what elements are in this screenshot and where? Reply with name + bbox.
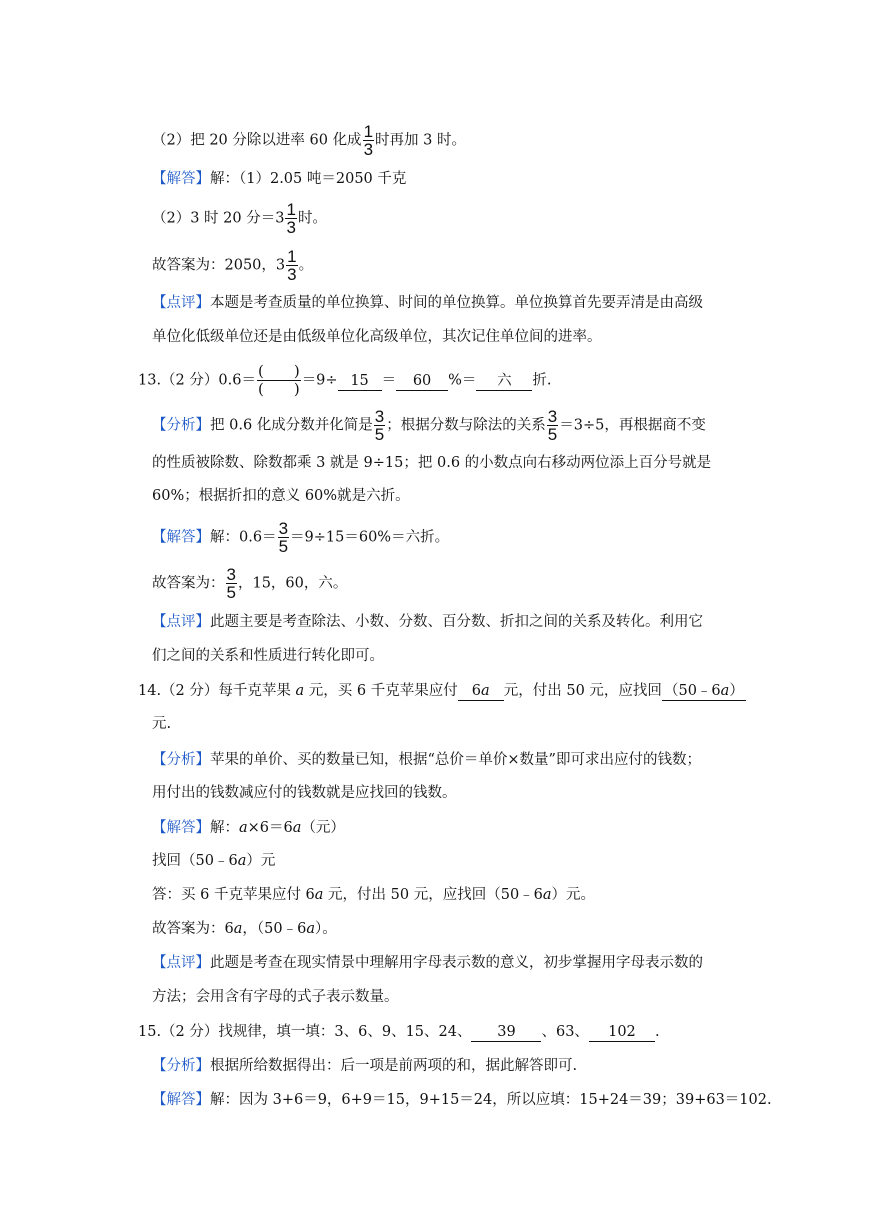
q12-analysis-text-pre: （2）把 20 分除以进率 60 化成 (152, 132, 362, 149)
analysis-tag: 【分析】 (152, 752, 210, 768)
q15-analysis-line: 【分析】根据所给数据得出：后一项是前两项的和，据此解答即可. (152, 1058, 578, 1074)
comment-tag: 【点评】 (152, 614, 210, 630)
analysis-tag: 【分析】 (152, 417, 210, 434)
q13-analysis-line-2: 的性质被除数、除数都乘 3 就是 9÷15；把 0.6 的小数点向右移动两位添上百分号就是 (152, 455, 712, 471)
answer-tag: 【解答】 (152, 820, 210, 836)
q12-final-answer: 故答案为：2050，3 $\frac{1}{3}$ 。 (152, 247, 314, 284)
fraction-3-5: $\frac{3}{5}$ (226, 565, 236, 602)
q14-stem-line-2: 元. (152, 716, 172, 732)
fraction-1-3: $\frac{1}{3}$ (286, 200, 296, 237)
answer-tag: 【解答】 (152, 1092, 210, 1108)
q13-comment-line-2: 们之间的关系和性质进行转化即可。 (152, 648, 384, 664)
q13-stem: 13.（2 分）0.6＝ ( ) ( ) ＝9÷ 15 ＝ 60 %＝ 六 折. (138, 362, 552, 398)
q13-final-answer: 故答案为： $\frac{3}{5}$ ，15，60，六。 (152, 565, 348, 602)
q14-comment-line-1: 【点评】此题是考查在现实情景中理解用字母表示数的意义，初步掌握用字母表示数的 (152, 955, 703, 971)
q12-comment-line-1: 【点评】本题是考查质量的单位换算、时间的单位换算。单位换算首先要弄清是由高级 (152, 295, 703, 311)
q14-answer-line-1: 【解答】解：a×6＝6a（元） (152, 820, 345, 836)
q14-answer-line-2: 找回（50﹣6a）元 (152, 853, 276, 869)
fraction-3-5: $\frac{3}{5}$ (278, 519, 289, 556)
q14-final-answer: 故答案为：6a，（50﹣6a）。 (152, 921, 337, 937)
comment-tag: 【点评】 (152, 295, 210, 311)
q12-analysis-text-post: 时再加 3 时。 (375, 132, 466, 149)
answer-tag: 【解答】 (152, 529, 210, 546)
q12-comment-line-2: 单位化低级单位还是由低级单位化高级单位，其次记住单位间的进率。 (152, 329, 602, 345)
q13-comment-line-1: 【点评】此题主要是考查除法、小数、分数、百分数、折扣之间的关系及转化。利用它 (152, 614, 703, 630)
q12-analysis-line (152, 123, 466, 158)
fraction-1-3: $\frac{1}{3}$ (287, 247, 297, 284)
answer-blank-1: 15 (338, 372, 382, 391)
analysis-tag: 【分析】 (152, 1058, 210, 1074)
comment-tag: 【点评】 (152, 955, 210, 971)
q15-answer-line: 【解答】解：因为 3+6＝9，6+9＝15，9+15＝24，所以应填：15+24＝39；39+63＝102. (152, 1092, 772, 1108)
answer-tag: 【解答】 (152, 171, 210, 187)
q14-analysis-line-1: 【分析】苹果的单价、买的数量已知，根据“总价＝单价×数量”即可求出应付的钱数； (152, 752, 701, 768)
answer-blank-2: 102 (589, 1023, 655, 1042)
blank-fraction: ( ) ( ) (257, 362, 300, 398)
fraction-1-3: $\frac{1}{3}$ (363, 122, 374, 159)
fraction-3-5: $\frac{3}{5}$ (374, 407, 385, 444)
answer-blank-3: 六 (476, 372, 532, 391)
q14-stem: 14.（2 分）每千克苹果 a 元，买 6 千克苹果应付 6a 元，付出 50 元，应找回 （50﹣6a） (138, 680, 746, 702)
answer-blank-2: 60 (396, 372, 448, 391)
q12-answer-line-2: （2）3 时 20 分＝3 $\frac{1}{3}$ 时。 (152, 200, 327, 237)
q14-comment-line-2: 方法；会用含有字母的式子表示数量。 (152, 989, 399, 1005)
q13-analysis-line-3: 60%；根据折扣的意义 60%就是六折。 (152, 488, 410, 504)
answer-blank-1: 6a (458, 682, 504, 701)
answer-blank-1: 39 (471, 1023, 541, 1042)
q14-answer-line-3: 答：买 6 千克苹果应付 6a 元，付出 50 元，应找回（50﹣6a）元。 (152, 887, 596, 903)
q12-answer-line-1: 【解答】解：（1）2.05 吨＝2050 千克 (152, 171, 407, 187)
q14-analysis-line-2: 用付出的钱数减应付的钱数就是应找回的钱数。 (152, 785, 457, 801)
fraction-3-5: $\frac{3}{5}$ (547, 407, 558, 444)
q15-stem: 15.（2 分）找规律，填一填：3、6、9、15、24、 39 、63、 102 . (138, 1024, 660, 1040)
answer-blank-2: （50﹣6a） (662, 682, 746, 701)
q13-analysis-line-1: 【分析】把 0.6 化成分数并化简是 $\frac{3}{5}$ ；根据分数与除法的关系 $\frac{3}{5}$ ＝3÷5，再根据商不变 (152, 407, 706, 444)
q13-answer-line: 【解答】解：0.6＝ $\frac{3}{5}$ ＝9÷15＝60%＝六折。 (152, 519, 450, 556)
